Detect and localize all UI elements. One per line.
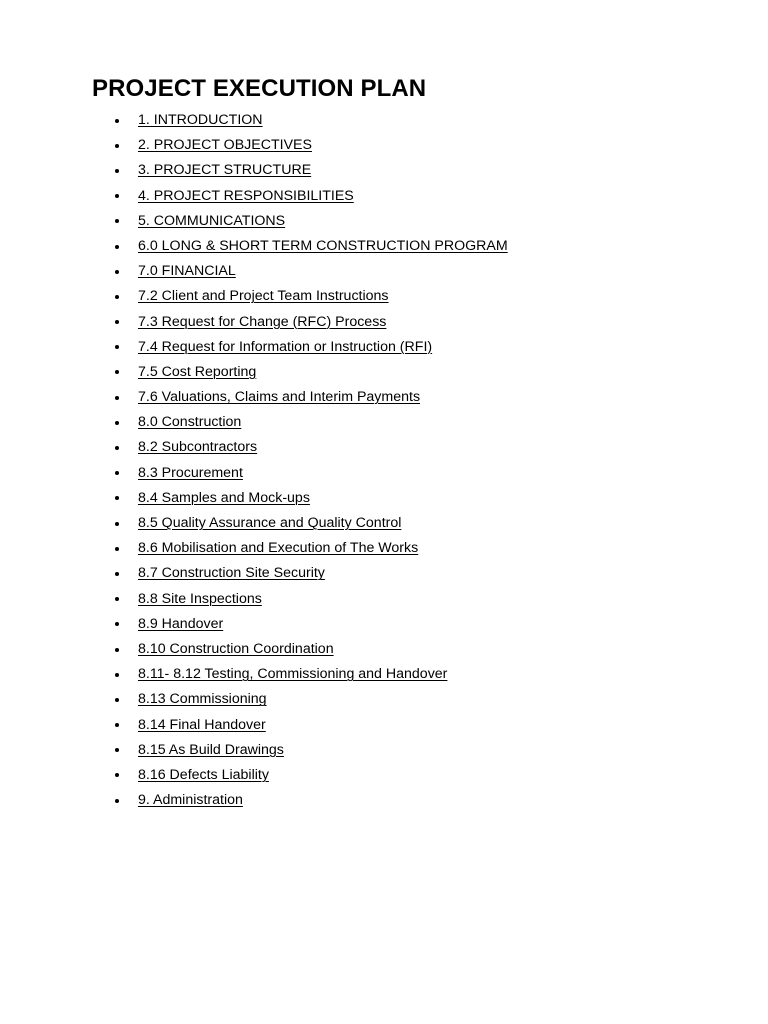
bullet-icon: [115, 723, 119, 727]
toc-link[interactable]: 8.10 Construction Coordination: [138, 640, 334, 657]
toc-link[interactable]: 8.0 Construction: [138, 414, 242, 431]
bullet-icon: [115, 169, 119, 173]
toc-link[interactable]: 8.16 Defects Liability: [138, 766, 269, 783]
bullet-icon: [115, 370, 119, 374]
toc-link[interactable]: 8.5 Quality Assurance and Quality Control: [138, 515, 402, 531]
toc-link[interactable]: 8.8 Site Inspections: [138, 590, 262, 607]
toc-link[interactable]: 8.4 Samples and Mock-ups: [138, 489, 310, 506]
bullet-icon: [115, 421, 119, 425]
bullet-icon: [115, 698, 119, 702]
bullet-icon: [115, 773, 119, 777]
bullet-icon: [115, 270, 119, 274]
bullet-icon: [115, 194, 119, 198]
bullet-icon: [115, 622, 119, 626]
toc-link[interactable]: 9. Administration: [138, 792, 243, 809]
bullet-icon: [115, 471, 119, 475]
bullet-icon: [115, 396, 119, 400]
toc-link[interactable]: 8.7 Construction Site Security: [138, 565, 325, 582]
toc-link[interactable]: 7.2 Client and Project Team Instructions: [138, 288, 389, 305]
toc-link[interactable]: 8.13 Commissioning: [138, 691, 267, 708]
toc-link[interactable]: 7.4 Request for Information or Instruction (RFI): [138, 338, 433, 355]
toc-link[interactable]: 8.2 Subcontractors: [138, 439, 258, 456]
bullet-icon: [115, 295, 119, 299]
toc-link[interactable]: 4. PROJECT RESPONSIBILITIES: [138, 187, 354, 204]
bullet-icon: [115, 144, 119, 148]
toc-link[interactable]: 6.0 LONG & SHORT TERM CONSTRUCTION PROGRAM: [138, 237, 508, 254]
toc-link[interactable]: 7.0 FINANCIAL: [138, 263, 236, 280]
toc-link[interactable]: 8.3 Procurement: [138, 464, 243, 481]
toc-link[interactable]: 3. PROJECT STRUCTURE: [138, 162, 312, 179]
bullet-icon: [115, 522, 119, 526]
bullet-icon: [115, 119, 119, 123]
toc-link[interactable]: 7.5 Cost Reporting: [138, 363, 257, 380]
bullet-icon: [115, 572, 119, 576]
bullet-icon: [115, 673, 119, 677]
bullet-icon: [115, 345, 119, 349]
toc-link[interactable]: 2. PROJECT OBJECTIVES: [138, 137, 312, 154]
bullet-icon: [115, 748, 119, 752]
toc-link[interactable]: 1. INTRODUCTION: [138, 112, 263, 128]
toc-link[interactable]: 7.3 Request for Change (RFC) Process: [138, 313, 387, 330]
bullet-icon: [115, 597, 119, 601]
bullet-icon: [115, 496, 119, 500]
bullet-icon: [115, 648, 119, 652]
bullet-icon: [115, 446, 119, 450]
toc-link[interactable]: 8.9 Handover: [138, 615, 224, 632]
toc-link[interactable]: 8.15 As Build Drawings: [138, 741, 284, 758]
toc-link[interactable]: 8.14 Final Handover: [138, 716, 266, 733]
bullet-icon: [115, 245, 119, 249]
toc-link[interactable]: 8.11- 8.12 Testing, Commissioning and Handover: [138, 666, 448, 683]
toc-link[interactable]: 5. COMMUNICATIONS: [138, 212, 286, 229]
bullet-icon: [115, 219, 119, 223]
toc-link[interactable]: 8.6 Mobilisation and Execution of The Works: [138, 540, 419, 557]
bullet-icon: [115, 799, 119, 803]
bullet-icon: [115, 320, 119, 324]
toc-link[interactable]: 7.6 Valuations, Claims and Interim Payments: [138, 389, 421, 406]
page-title: PROJECT EXECUTION PLAN: [92, 75, 427, 102]
bullet-icon: [115, 547, 119, 551]
